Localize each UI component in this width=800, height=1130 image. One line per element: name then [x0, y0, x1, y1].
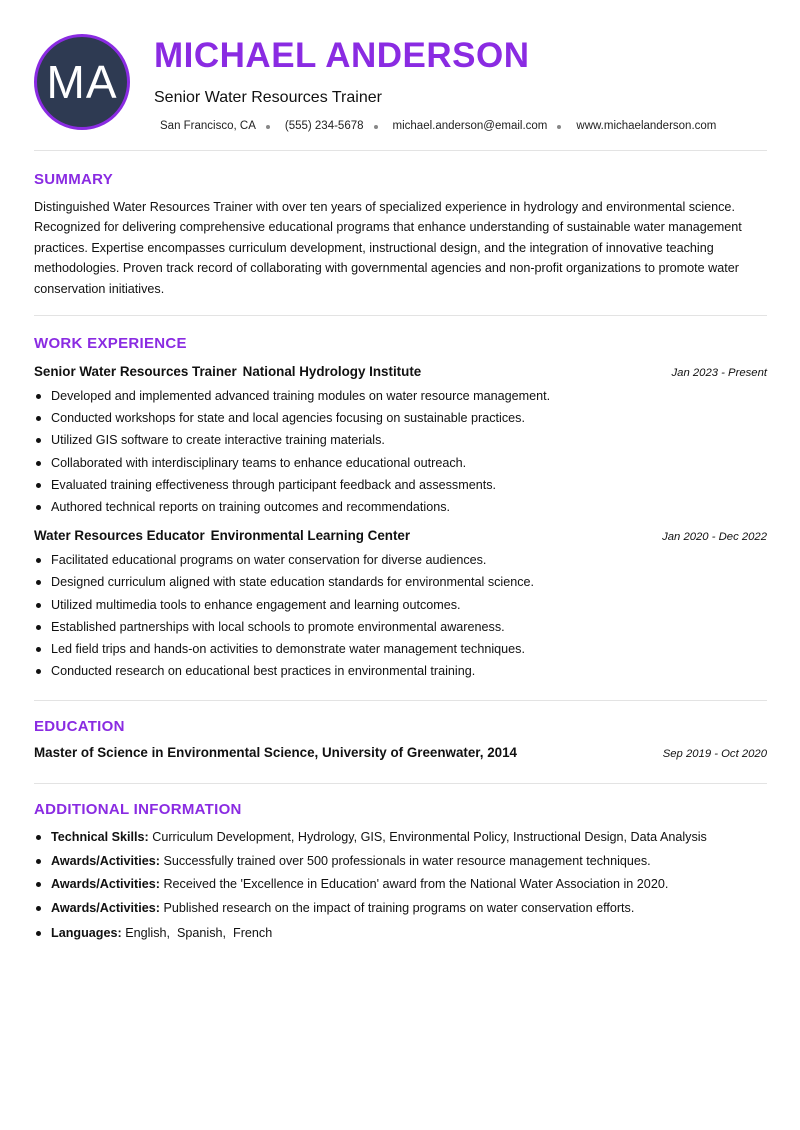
job-role: Senior Water Resources Trainer	[34, 364, 237, 380]
additional-list	[34, 826, 767, 946]
summary-section	[34, 151, 767, 316]
list-item: Developed and implemented advanced training modules on water resource management.	[34, 385, 767, 407]
list-item: Conducted research on educational best practices in environmental training.	[34, 660, 767, 682]
job-role-line	[34, 528, 410, 543]
job-dates: Jan 2020 - Dec 2022	[662, 531, 767, 544]
list-item: Established partnerships with local schools to promote environmental awareness.	[34, 616, 767, 638]
list-item: Facilitated educational programs on water conservation for diverse audiences.	[34, 549, 767, 571]
additional-information-section	[34, 784, 767, 946]
contact-line	[160, 120, 716, 132]
list-item	[34, 850, 767, 874]
education-section	[34, 701, 767, 784]
education-entry	[34, 745, 767, 760]
item-label: Awards/Activities:	[51, 900, 160, 915]
bullet-separator-icon	[266, 125, 270, 129]
job-organization: National Hydrology Institute	[242, 364, 422, 380]
contact-email[interactable]: michael.anderson@email.com	[392, 120, 548, 132]
avatar-initials: MA	[46, 56, 118, 108]
job-role-line	[34, 364, 421, 379]
item-text: Curriculum Development, Hydrology, GIS, Environmental Policy, Instructional Design, Data Analysis	[152, 830, 707, 845]
item-text: Published research on the impact of training programs on water conservation efforts.	[163, 900, 635, 915]
list-item: Designed curriculum aligned with state education standards for environmental science.	[34, 571, 767, 593]
list-item: Led field trips and hands-on activities to demonstrate water management techniques.	[34, 638, 767, 660]
bullet-separator-icon	[557, 125, 561, 129]
list-item: Utilized GIS software to create interactive training materials.	[34, 429, 767, 451]
list-item	[34, 897, 767, 921]
bullet-separator-icon	[374, 125, 378, 129]
list-item	[34, 873, 767, 897]
job-role: Water Resources Educator	[34, 528, 205, 544]
job-dates: Jan 2023 - Present	[671, 367, 767, 380]
item-label: Technical Skills:	[51, 830, 149, 845]
candidate-title: Senior Water Resources Trainer	[154, 89, 382, 106]
item-text: Successfully trained over 500 professionals in water resource management techniques.	[163, 853, 651, 868]
list-item	[34, 922, 767, 946]
job-bullets	[34, 385, 767, 518]
contact-website[interactable]: www.michaelanderson.com	[576, 120, 717, 132]
list-item	[34, 826, 767, 850]
list-item: Authored technical reports on training outcomes and recommendations.	[34, 496, 767, 518]
job-entry	[34, 528, 767, 682]
resume-header	[34, 0, 767, 151]
item-label: Awards/Activities:	[51, 877, 160, 892]
avatar	[34, 34, 130, 130]
item-label: Languages:	[51, 926, 122, 941]
section-heading: WORK EXPERIENCE	[34, 335, 187, 353]
degree: Master of Science in Environmental Science, University of Greenwater, 2014	[34, 745, 517, 761]
job-header	[34, 364, 767, 379]
candidate-name: MICHAEL ANDERSON	[154, 36, 530, 75]
job-organization: Environmental Learning Center	[210, 528, 411, 544]
work-experience-section	[34, 316, 767, 701]
section-heading: EDUCATION	[34, 718, 125, 736]
list-item: Conducted workshops for state and local agencies focusing on sustainable practices.	[34, 407, 767, 429]
list-item: Utilized multimedia tools to enhance engagement and learning outcomes.	[34, 594, 767, 616]
job-entry	[34, 364, 767, 518]
list-item: Evaluated training effectiveness through participant feedback and assessments.	[34, 474, 767, 496]
item-text: Received the 'Excellence in Education' award from the National Water Association in 2020.	[163, 877, 669, 892]
item-label: Awards/Activities:	[51, 853, 160, 868]
education-dates: Sep 2019 - Oct 2020	[662, 748, 767, 761]
summary-text: Distinguished Water Resources Trainer with over ten years of specialized experience in hydrology and environmental science. Recognized for delivering comprehensive educational programs that enhance understanding of sustainable water management practices. Expertise encompasses curriculum development, instructional design, and the integration of innovative teaching methodologies. Proven track record of collaborating with governmental agencies and non-profit organizations to promote water conservation initiatives.	[34, 200, 742, 296]
section-heading: ADDITIONAL INFORMATION	[34, 801, 242, 819]
job-bullets	[34, 549, 767, 682]
list-item: Collaborated with interdisciplinary teams to enhance educational outreach.	[34, 452, 767, 474]
item-text: English, Spanish, French	[125, 926, 273, 941]
section-heading: SUMMARY	[34, 171, 114, 188]
contact-phone: (555) 234-5678	[284, 120, 364, 132]
job-header	[34, 528, 767, 543]
contact-location: San Francisco, CA	[160, 120, 256, 132]
